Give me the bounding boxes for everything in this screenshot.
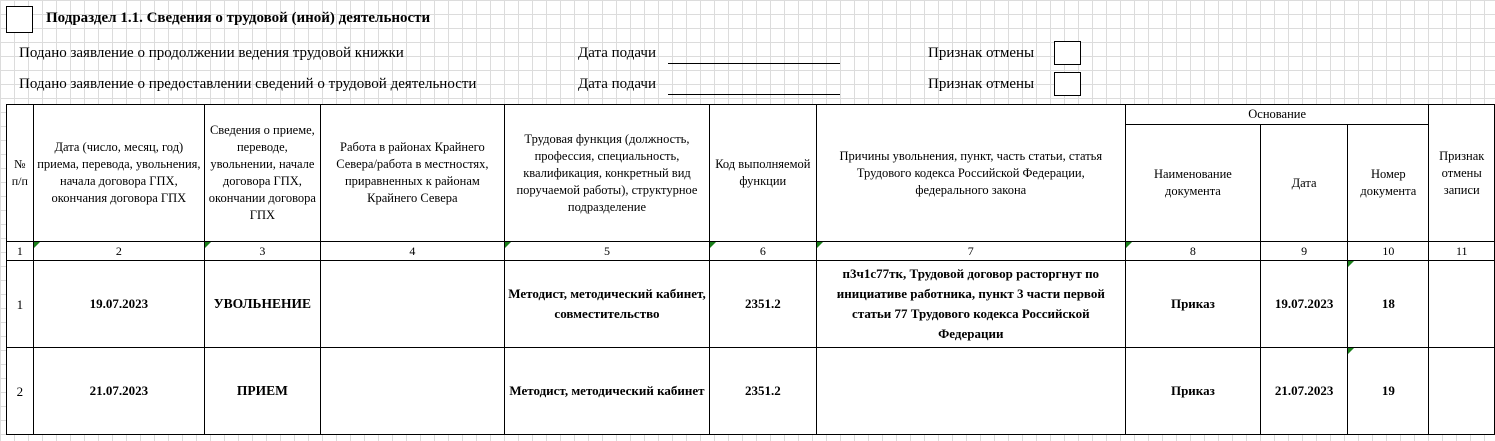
column-number: 3 xyxy=(205,242,321,261)
cell-marker-icon xyxy=(1126,242,1132,248)
row-document-number: 18 xyxy=(1348,261,1429,348)
header-labor-function: Трудовая функция (должность, профессия, специальность, квалификация, конкретный вид поручаемой работы), структурное подразделение xyxy=(505,105,710,242)
header-document-date: Дата xyxy=(1261,125,1348,242)
statement-1-label: Подано заявление о продолжении ведения трудовой книжки xyxy=(19,45,404,61)
statement-2-date-label: Дата подачи xyxy=(578,76,657,92)
header-document-number: Номер документа xyxy=(1348,125,1429,242)
employment-records-table xyxy=(6,104,1495,435)
header-row-number: № п/п xyxy=(7,105,34,242)
row-document-date: 21.07.2023 xyxy=(1261,348,1348,435)
header-cancel-mark: Признак отмены записи xyxy=(1429,105,1495,242)
row-cancel-mark xyxy=(1429,261,1495,348)
row-event: ПРИЕМ xyxy=(205,348,321,435)
section-checkbox[interactable] xyxy=(6,6,33,33)
column-number: 10 xyxy=(1348,242,1429,261)
cell-marker-icon xyxy=(505,242,511,248)
row-number: 1 xyxy=(7,261,34,348)
column-number: 2 xyxy=(33,242,204,261)
cell-marker-icon xyxy=(1348,261,1354,267)
cell-marker-icon xyxy=(1348,348,1354,354)
cell-marker-icon xyxy=(710,242,716,248)
statement-1-date-label: Дата подачи xyxy=(578,45,657,61)
statement-2-label: Подано заявление о предоставлении сведений о трудовой деятельности xyxy=(19,76,477,92)
cell-marker-icon xyxy=(817,242,823,248)
row-function-code: 2351.2 xyxy=(709,261,816,348)
statement-1-cancel-checkbox[interactable] xyxy=(1054,41,1081,65)
row-cancel-mark xyxy=(1429,348,1495,435)
row-number: 2 xyxy=(7,348,34,435)
statement-1-cancel-label: Признак отмены xyxy=(928,45,1035,61)
row-date: 21.07.2023 xyxy=(33,348,204,435)
row-document-number: 19 xyxy=(1348,348,1429,435)
row-date: 19.07.2023 xyxy=(33,261,204,348)
column-number: 5 xyxy=(505,242,710,261)
header-document-name: Наименование документа xyxy=(1125,125,1260,242)
statement-2-date-field[interactable] xyxy=(668,78,840,95)
column-number: 11 xyxy=(1429,242,1495,261)
row-event: УВОЛЬНЕНИЕ xyxy=(205,261,321,348)
statement-1-date-field[interactable] xyxy=(668,47,840,64)
statement-2-cancel-checkbox[interactable] xyxy=(1054,72,1081,96)
statement-2-cancel-label: Признак отмены xyxy=(928,76,1035,92)
table-row xyxy=(7,348,1495,435)
header-function-code: Код выполняемой функции xyxy=(709,105,816,242)
row-function-code: 2351.2 xyxy=(709,348,816,435)
header-dismissal-reason: Причины увольнения, пункт, часть статьи, статья Трудового кодекса Российской Федерации, федерального закона xyxy=(816,105,1125,242)
row-document-date: 19.07.2023 xyxy=(1261,261,1348,348)
table-row xyxy=(7,261,1495,348)
column-number: 8 xyxy=(1125,242,1260,261)
header-event: Сведения о приеме, переводе, увольнении, начале договора ГПХ, окончании договора ГПХ xyxy=(205,105,321,242)
row-labor-function: Методист, методический кабинет xyxy=(505,348,710,435)
column-number: 6 xyxy=(709,242,816,261)
cell-marker-icon xyxy=(34,242,40,248)
row-document-name: Приказ xyxy=(1125,348,1260,435)
row-labor-function: Методист, методический кабинет, совместительство xyxy=(505,261,710,348)
row-dismissal-reason xyxy=(816,348,1125,435)
row-dismissal-reason: п3ч1с77тк, Трудовой договор расторгнут по инициативе работника, пункт 3 части первой статьи 77 Трудового кодекса Российской Федерации xyxy=(816,261,1125,348)
section-title: Подраздел 1.1. Сведения о трудовой (иной) деятельности xyxy=(46,10,431,26)
row-north-work xyxy=(320,348,504,435)
header-date: Дата (число, месяц, год) приема, перевода, увольнения, начала договора ГПХ, окончания договора ГПХ xyxy=(33,105,204,242)
column-number: 9 xyxy=(1261,242,1348,261)
column-numbers-row xyxy=(7,242,1495,261)
column-number: 1 xyxy=(7,242,34,261)
row-north-work xyxy=(320,261,504,348)
column-number: 7 xyxy=(816,242,1125,261)
column-number: 4 xyxy=(320,242,504,261)
row-document-name: Приказ xyxy=(1125,261,1260,348)
header-basis: Основание xyxy=(1125,105,1429,125)
cell-marker-icon xyxy=(205,242,211,248)
header-north-work: Работа в районах Крайнего Севера/работа в местностях, приравненных к районам Крайнего Севера xyxy=(320,105,504,242)
